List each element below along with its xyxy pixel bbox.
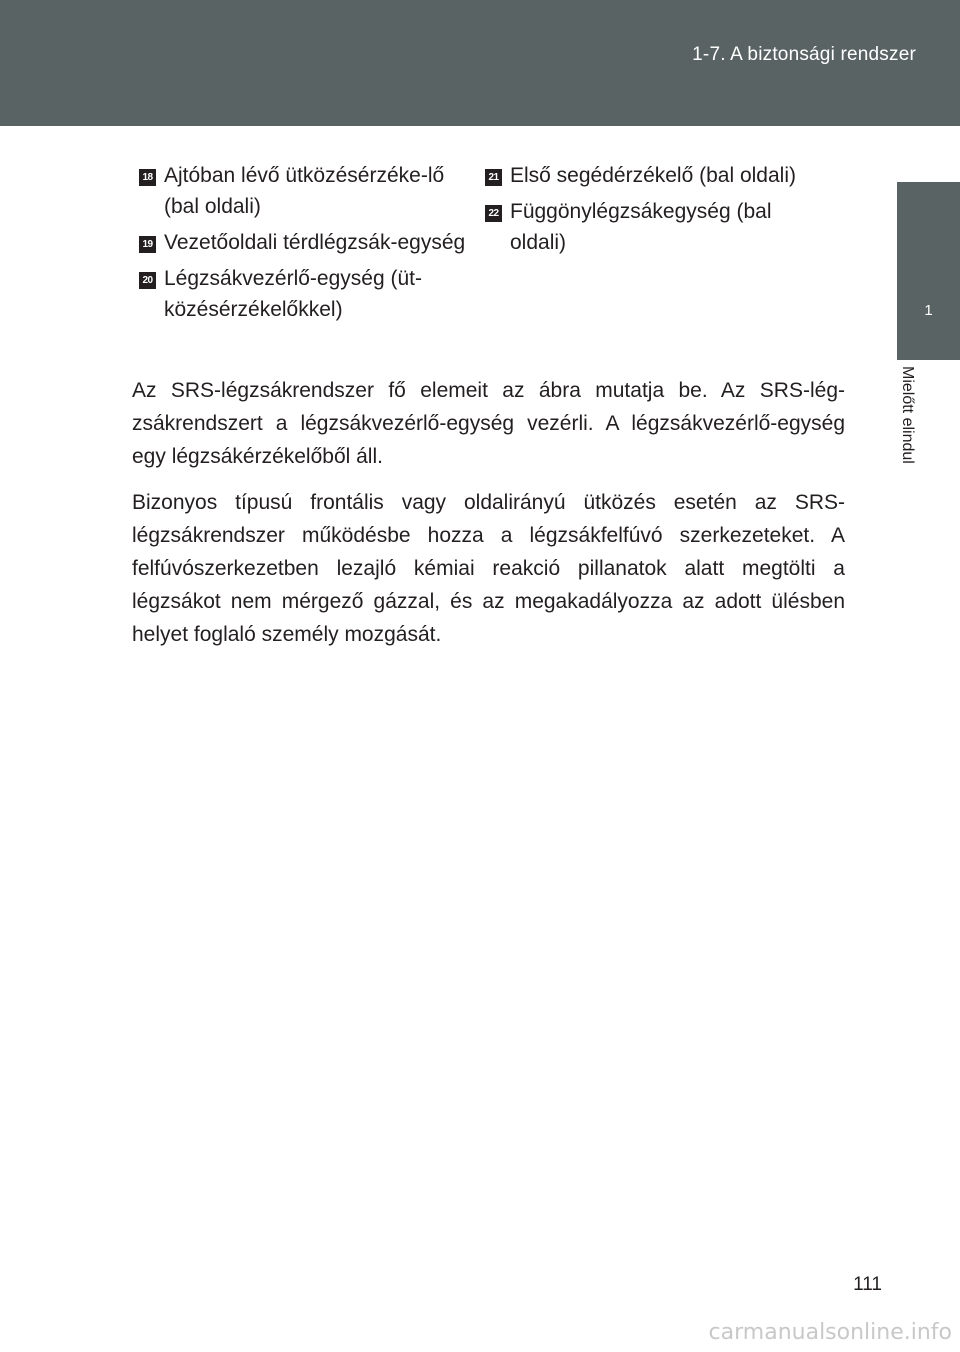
- legend-item-text: Ajtóban lévő ütközésérzéke-lő (bal oldali): [164, 164, 445, 218]
- watermark: carmanualsonline.info: [708, 1320, 952, 1345]
- chapter-title: Mielőtt elindul: [899, 366, 916, 464]
- paragraph-overview: Az SRS-légzsákrendszer fő elemeit az ábra mutatja be. Az SRS-lég-zsákrendszert a légzsákvezérlő-egység vezérli. A légzsákvezérlő-egység egy légzsákérzékelőből áll.: [132, 379, 845, 468]
- header-bar: [0, 0, 960, 126]
- legend-item: [485, 160, 815, 191]
- legend-column-right: [485, 160, 815, 263]
- legend-item: [485, 196, 815, 258]
- legend-number-badge: 18: [139, 169, 156, 186]
- legend-item: [139, 160, 469, 222]
- body-text: [132, 374, 845, 664]
- page-number: 111: [853, 1274, 882, 1295]
- chapter-number: 1: [924, 302, 933, 319]
- chapter-tab-label: [898, 366, 928, 506]
- legend-number-badge: 20: [139, 272, 156, 289]
- legend-item-text: Függönylégzsákegység (bal oldali): [510, 200, 772, 254]
- paragraph-operation: Bizonyos típusú frontális vagy oldalirányú ütközés esetén az SRS-légzsákrendszer működésbe hozza a légzsákfelfúvó szerkezeteket. A felfúvószerkezetben lezajló kémiai reakció pillanatok alatt megtölti a légzsákot nem mérgező gázzal, és az megakadályozza az adott ülésben helyet foglaló személy mozgását.: [132, 491, 845, 646]
- legend-item-text: Vezetőoldali térdlégzsák-egység: [164, 231, 466, 254]
- legend-item: [139, 263, 469, 325]
- section-title: 1-7. A biztonsági rendszer: [692, 44, 916, 65]
- legend-item-text: Légzsákvezérlő-egység (üt-közésérzékelőkkel): [164, 267, 422, 321]
- legend-number-badge: 21: [485, 169, 502, 186]
- chapter-tab: [897, 182, 960, 360]
- legend-item: [139, 227, 469, 258]
- legend-number-badge: 22: [485, 205, 502, 222]
- legend-number-badge: 19: [139, 236, 156, 253]
- legend-column-left: [139, 160, 469, 330]
- legend-item-text: Első segédérzékelő (bal oldali): [510, 164, 796, 187]
